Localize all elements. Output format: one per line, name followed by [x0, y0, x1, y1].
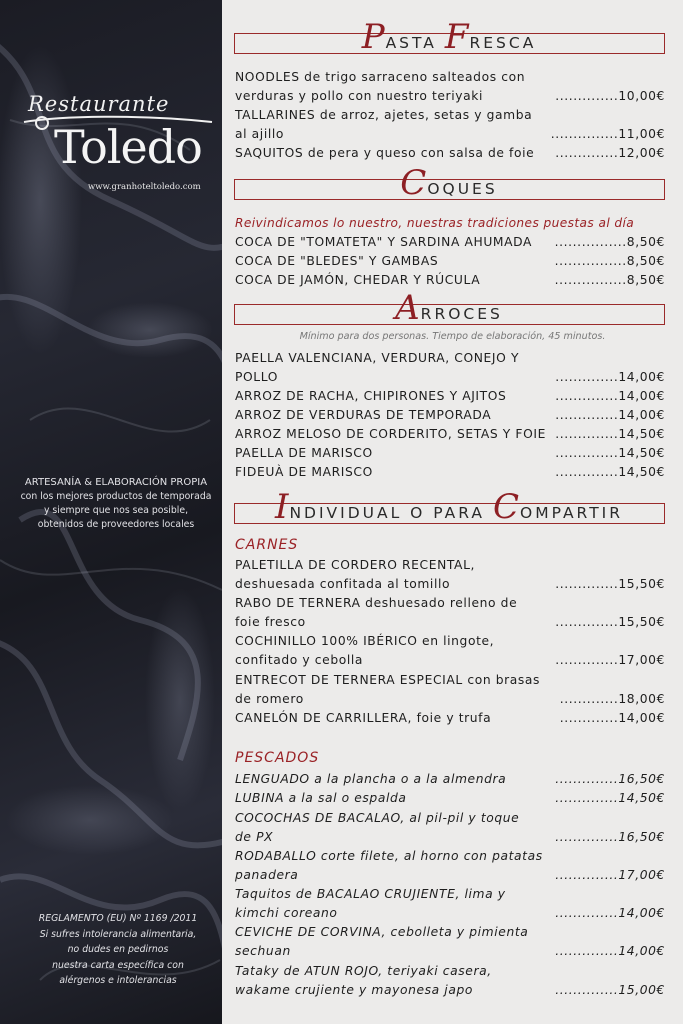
menu-item: PAELLA VALENCIANA, VERDURA, CONEJO Y POLLO ..............14,00€ [235, 349, 665, 387]
logo-script: Restaurante [28, 92, 170, 116]
artesania-title: ARTESANÍA & ELABORACIÓN PROPIA [24, 477, 208, 488]
section-header-arroces [234, 288, 665, 328]
item-price: ..............17,00€ [555, 653, 665, 667]
item-price: ..............16,50€ [555, 830, 665, 844]
item-price: ..............12,00€ [555, 146, 665, 160]
item-price: ................8,50€ [554, 235, 665, 249]
item-price: ..............14,50€ [555, 446, 665, 460]
pescados-heading: PESCADOS [235, 750, 320, 766]
section-title: COQUES [400, 163, 498, 203]
section-header-coques [234, 163, 665, 203]
menu-item: Taquitos de BACALAO CRUJIENTE, lima y kimchi coreano ..............14,00€ [235, 885, 665, 923]
item-price: ..............14,50€ [555, 465, 665, 479]
item-price: ..............14,00€ [555, 370, 665, 384]
reglamento-line: no dudes en pedirnos [67, 944, 169, 955]
reglamento-line: alérgenos e intolerancias [59, 975, 177, 986]
item-price: ...............11,00€ [550, 127, 665, 141]
item-price: ..............10,00€ [555, 89, 665, 103]
menu-item: ARROZ MELOSO DE CORDERITO, SETAS Y FOIE ..............14,50€ [235, 425, 665, 444]
item-price: ..............15,50€ [555, 577, 665, 591]
menu-item: RABO DE TERNERA deshuesado relleno de foie fresco ..............15,50€ [235, 594, 665, 632]
menu-item: ARROZ DE VERDURAS DE TEMPORADA ..............14,00€ [235, 406, 665, 425]
section-title: INDIVIDUAL O PARA COMPARTIR [275, 487, 623, 527]
menu-item: ENTRECOT DE TERNERA ESPECIAL con brasas de romero .............18,00€ [235, 671, 665, 709]
carnes-heading: CARNES [235, 537, 299, 553]
section-title: ARROCES [395, 288, 503, 328]
menu-item: CANELÓN DE CARRILLERA, foie y trufa .............14,00€ [235, 709, 665, 728]
menu-item: PAELLA DE MARISCO ..............14,50€ [235, 444, 665, 463]
arroces-note: Mínimo para dos personas. Tiempo de elaboración, 45 minutos. [299, 331, 606, 342]
item-price: ..............14,00€ [555, 408, 665, 422]
menu-item: COCOCHAS DE BACALAO, al pil-pil y toque de PX ..............16,50€ [235, 809, 665, 847]
menu-item: COCA DE "TOMATETA" Y SARDINA AHUMADA ................8,50€ [235, 233, 665, 252]
item-price: ..............15,50€ [555, 615, 665, 629]
item-price: ..............16,50€ [555, 772, 665, 786]
item-price: .............18,00€ [559, 692, 665, 706]
artesania-line: obtenidos de proveedores locales [37, 519, 195, 530]
item-price: ..............14,50€ [555, 427, 665, 441]
menu-item: NOODLES de trigo sarraceno salteados con verduras y pollo con nuestro teriyaki ..............10,00€ [235, 68, 665, 106]
item-price: ..............15,00€ [555, 983, 665, 997]
item-price: ..............14,00€ [555, 906, 665, 920]
menu-item: CEVICHE DE CORVINA, cebolleta y pimienta sechuan ..............14,00€ [235, 923, 665, 961]
logo-name: Toledo [54, 120, 202, 174]
menu-item: SAQUITOS de pera y queso con salsa de foie ..............12,00€ [235, 144, 665, 163]
artesania-line: con los mejores productos de temporada [20, 491, 212, 502]
menu-item: LUBINA a la sal o espalda ..............14,50€ [235, 789, 665, 808]
section-header-individual [234, 487, 665, 527]
reglamento-line: REGLAMENTO (EU) Nº 1169 /2011 [38, 913, 198, 924]
coques-tagline: Reivindicamos lo nuestro, nuestras tradiciones puestas al día [235, 216, 635, 230]
section-header-pasta [234, 17, 665, 57]
menu-item: PALETILLA DE CORDERO RECENTAL, deshuesada confitada al tomillo ..............15,50€ [235, 556, 665, 594]
reglamento-line: nuestra carta específica con [52, 959, 184, 971]
item-price: ..............14,00€ [555, 944, 665, 958]
item-price: ..............14,50€ [555, 791, 665, 805]
section-title: PASTA FRESCA [361, 17, 537, 57]
menu-item: LENGUADO a la plancha o a la almendra ..............16,50€ [235, 770, 665, 789]
item-price: ..............14,00€ [555, 389, 665, 403]
menu-item: FIDEUÀ DE MARISCO ..............14,50€ [235, 463, 665, 482]
menu-item: RODABALLO corte filete, al horno con patatas panadera ..............17,00€ [235, 847, 665, 885]
item-price: .............14,00€ [559, 711, 665, 725]
menu-item: COCA DE "BLEDES" Y GAMBAS ................8,50€ [235, 252, 665, 271]
artesania-line: y siempre que nos sea posible, [43, 505, 189, 516]
menu-panel [222, 0, 683, 1024]
left-panel [0, 0, 222, 1024]
logo-website: www.granhoteltoledo.com [88, 182, 201, 192]
menu-item: ARROZ DE RACHA, CHIPIRONES Y AJITOS ..............14,00€ [235, 387, 665, 406]
menu-item: COCHINILLO 100% IBÉRICO en lingote, confitado y cebolla ..............17,00€ [235, 632, 665, 670]
item-price: ................8,50€ [554, 254, 665, 268]
menu-item: COCA DE JAMÓN, CHEDAR Y RÚCULA ................8,50€ [235, 271, 665, 290]
item-price: ................8,50€ [554, 273, 665, 287]
menu-item: TALLARINES de arroz, ajetes, setas y gamba al ajillo ...............11,00€ [235, 106, 665, 144]
item-price: ..............17,00€ [555, 868, 665, 882]
artesania-note [14, 476, 218, 532]
restaurant-logo [20, 90, 210, 200]
menu-item: Tataky de ATUN ROJO, teriyaki casera, wakame crujiente y mayonesa japo ..............15,00€ [235, 962, 665, 1000]
reglamento-note [18, 911, 218, 989]
reglamento-line: Si sufres intolerancia alimentaria, [39, 928, 197, 940]
